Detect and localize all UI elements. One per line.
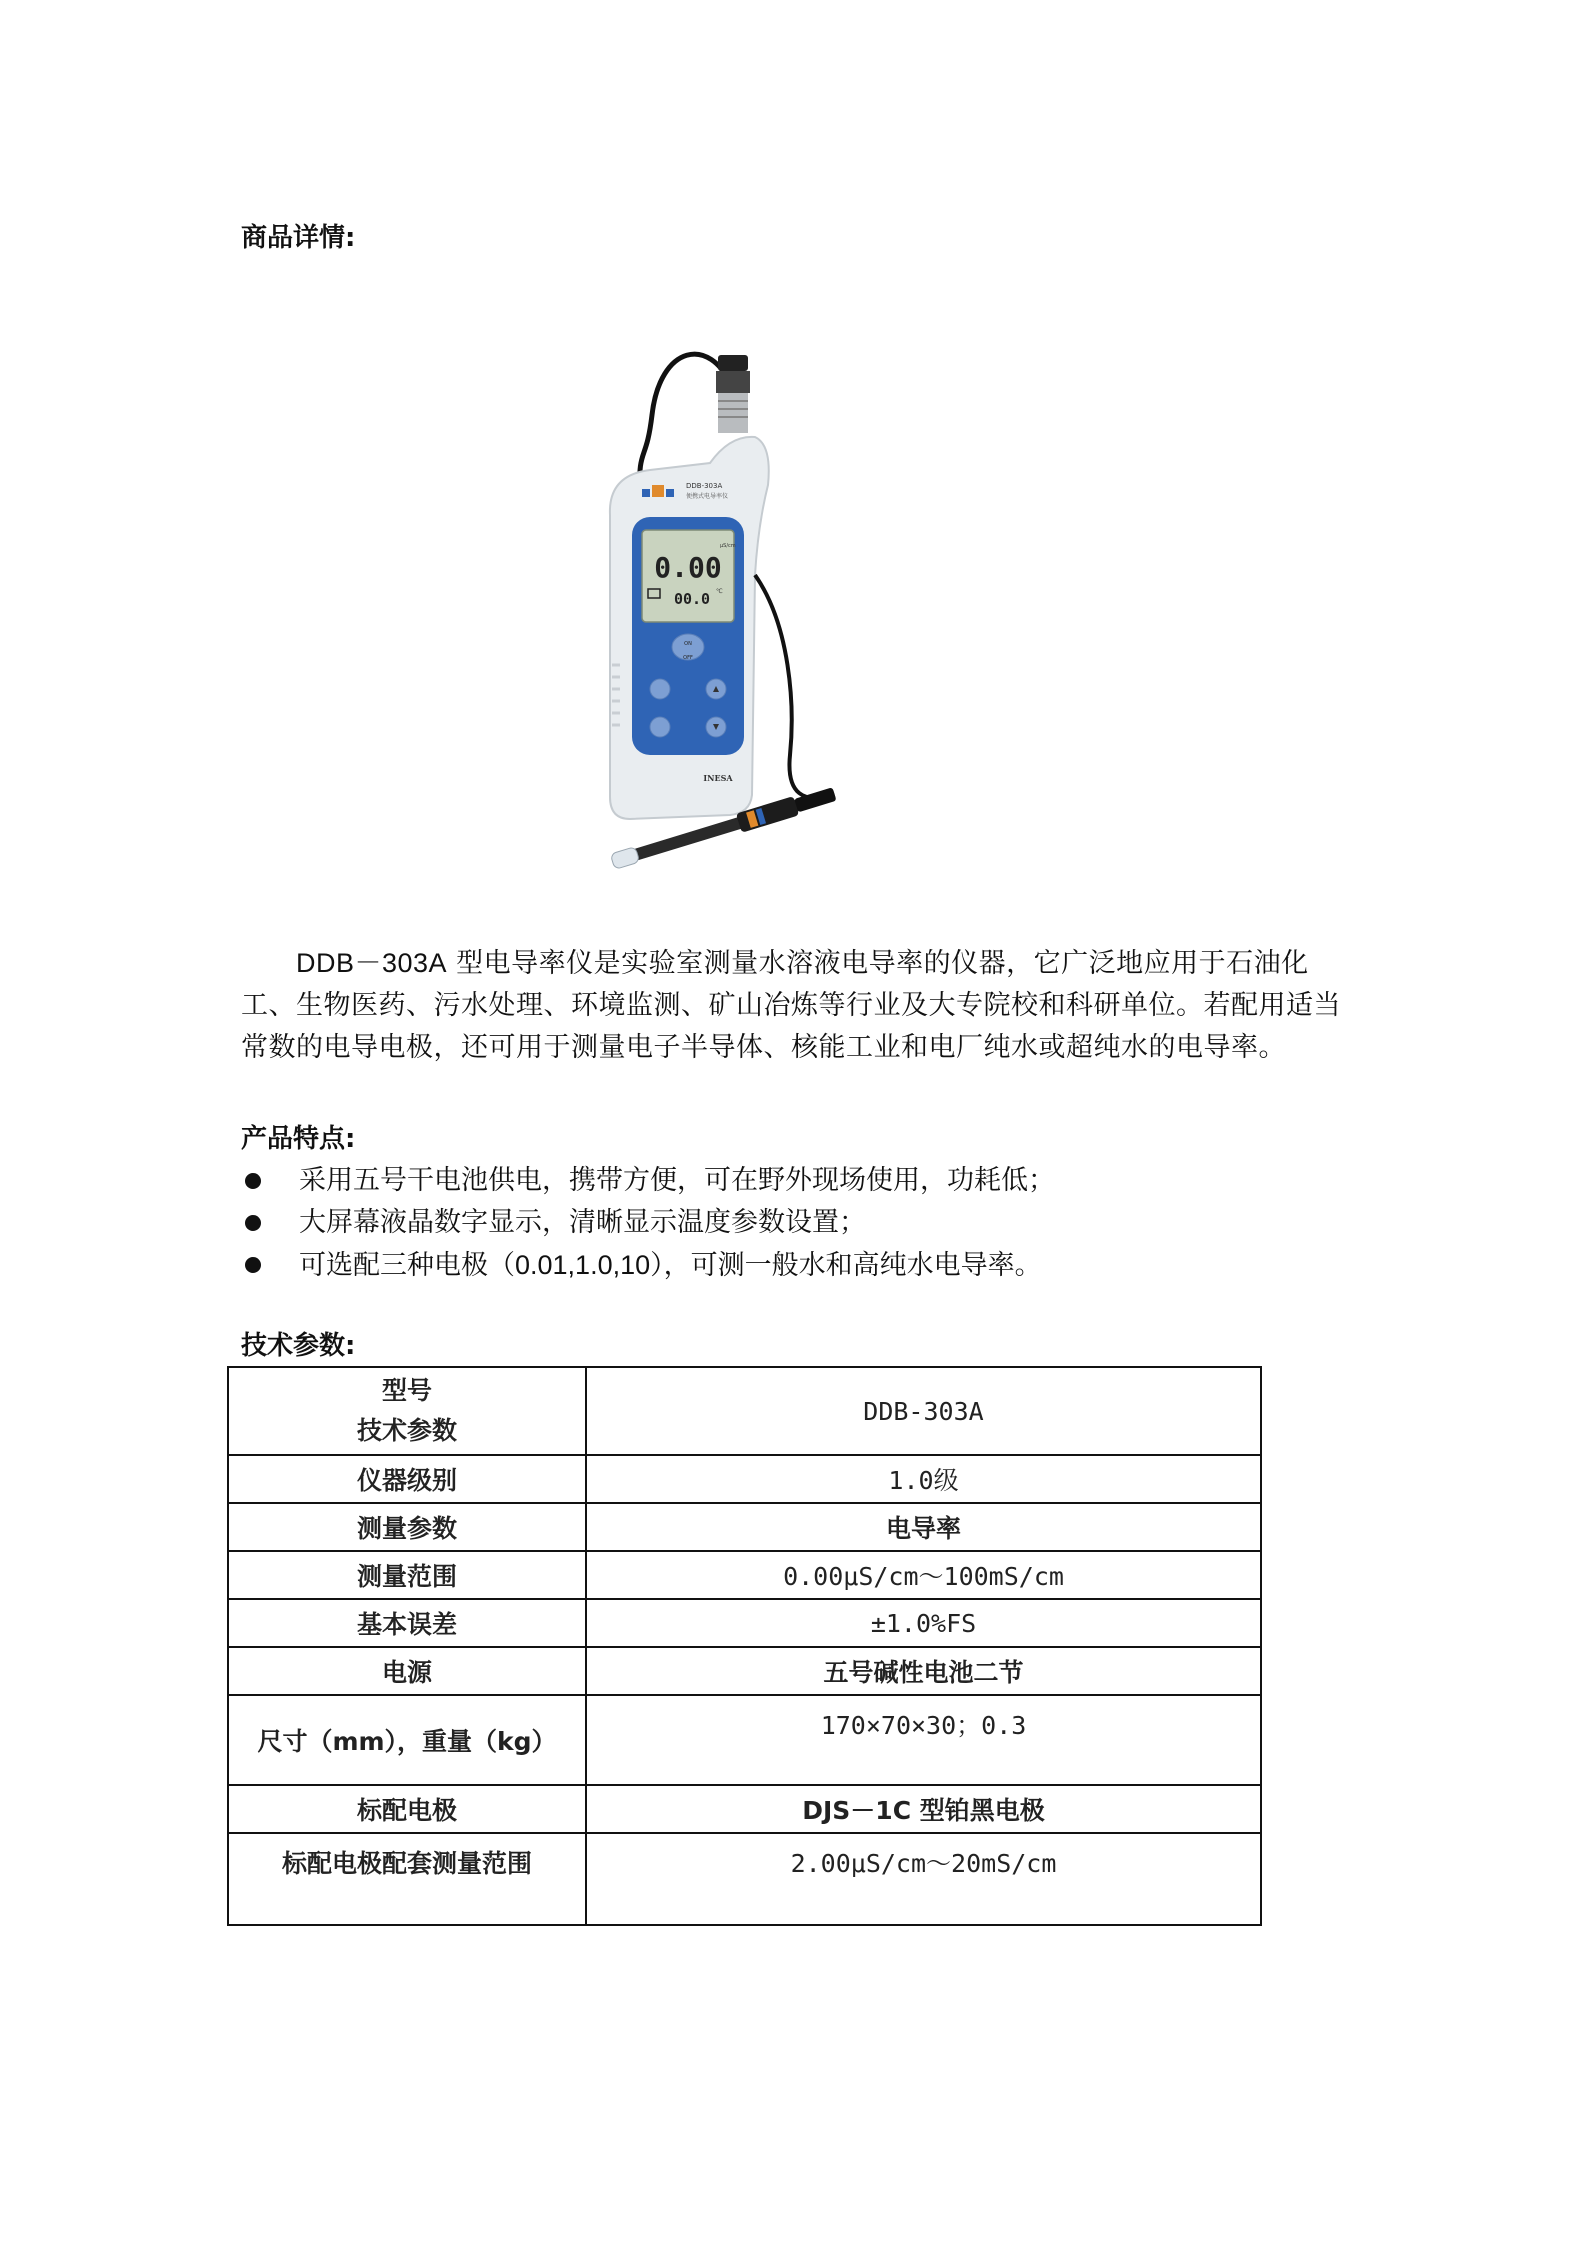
- table-row: [228, 1367, 1261, 1455]
- row-value: 2.00μS/cm～20mS/cm: [586, 1833, 1261, 1925]
- row-label: 测量参数: [228, 1503, 586, 1551]
- product-features-heading: 产品特点:: [241, 1124, 356, 1154]
- table-row: [228, 1551, 1261, 1599]
- row-value: 1.0级: [586, 1455, 1261, 1503]
- feature-text-a: 可选配三种电极（: [299, 1250, 515, 1281]
- list-item: [241, 1244, 1361, 1286]
- row-label: 标配电极: [228, 1785, 586, 1833]
- lcd-main-reading: 0.00: [654, 551, 722, 584]
- bullet-icon: [245, 1173, 261, 1189]
- feature-text: 大屏幕液晶数字显示，清晰显示温度参数设置；: [299, 1207, 866, 1238]
- row-label: 电源: [228, 1647, 586, 1695]
- row-label: 尺寸（mm），重量（kg）: [228, 1695, 586, 1785]
- table-header-label: [228, 1367, 586, 1455]
- bullet-icon: [245, 1257, 261, 1273]
- feature-electrode-constants: 0.01,1.0,10: [515, 1250, 651, 1280]
- row-label: 测量范围: [228, 1551, 586, 1599]
- header-label-params: 技术参数: [356, 1416, 457, 1445]
- feature-text-b: ），可测一般水和高纯水电导率。: [650, 1250, 1042, 1281]
- table-row: [228, 1503, 1261, 1551]
- header-label-model: 型号: [381, 1376, 432, 1405]
- enter-button[interactable]: [650, 717, 670, 737]
- lcd-temp-unit: ℃: [716, 588, 723, 595]
- table-row: [228, 1599, 1261, 1647]
- list-item: [241, 1202, 1361, 1244]
- feature-list: [241, 1160, 1361, 1286]
- row-value: 五号碱性电池二节: [586, 1647, 1261, 1695]
- tech-params-heading: 技术参数:: [241, 1331, 356, 1361]
- table-row: [228, 1785, 1261, 1833]
- spec-table: [227, 1366, 1262, 1926]
- product-intro: [241, 942, 1361, 1069]
- table-row: [228, 1695, 1261, 1785]
- row-value: 170×70×30；0.3: [586, 1695, 1261, 1785]
- row-value: 0.00μS/cm～100mS/cm: [586, 1551, 1261, 1599]
- row-label: 仪器级别: [228, 1455, 586, 1503]
- bullet-icon: [245, 1215, 261, 1231]
- lcd-temp-reading: 00.0: [673, 590, 711, 608]
- left-button[interactable]: [650, 679, 670, 699]
- device-model-label: DDB-303A: [686, 482, 723, 490]
- svg-text:ON: ON: [684, 641, 692, 647]
- intro-model: DDB－303A: [296, 948, 448, 978]
- table-header-value: DDB-303A: [586, 1367, 1261, 1455]
- row-label: 基本误差: [228, 1599, 586, 1647]
- conductivity-meter-photo: [590, 325, 950, 895]
- table-row: [228, 1455, 1261, 1503]
- intro-text: 型电导率仪是实验室测量水溶液电导率的仪器，它广泛地应用于石油化工、生物医药、污水处理、环境监测、矿山冶炼等行业及大专院校和科研单位。若配用适当常数的电导电极，还可用于测量电子半导体、核能工业和电厂纯水或超纯水的电导率。: [241, 948, 1341, 1063]
- device-subtitle-label: 便携式电导率仪: [686, 493, 729, 500]
- row-value: ±1.0%FS: [586, 1599, 1261, 1647]
- maker-label: INESA: [703, 773, 733, 783]
- product-details-heading: 商品详情:: [241, 223, 356, 253]
- table-row: [228, 1647, 1261, 1695]
- row-value: DJS－1C 型铂黑电极: [586, 1785, 1261, 1833]
- row-value: 电导率: [586, 1503, 1261, 1551]
- list-item: [241, 1160, 1361, 1202]
- svg-text:OFF: OFF: [683, 655, 693, 661]
- lcd-unit: μS/cm: [720, 543, 736, 549]
- row-label: 标配电极配套测量范围: [228, 1833, 586, 1925]
- feature-text: 采用五号干电池供电，携带方便，可在野外现场使用，功耗低；: [299, 1165, 1055, 1196]
- table-row: [228, 1833, 1261, 1925]
